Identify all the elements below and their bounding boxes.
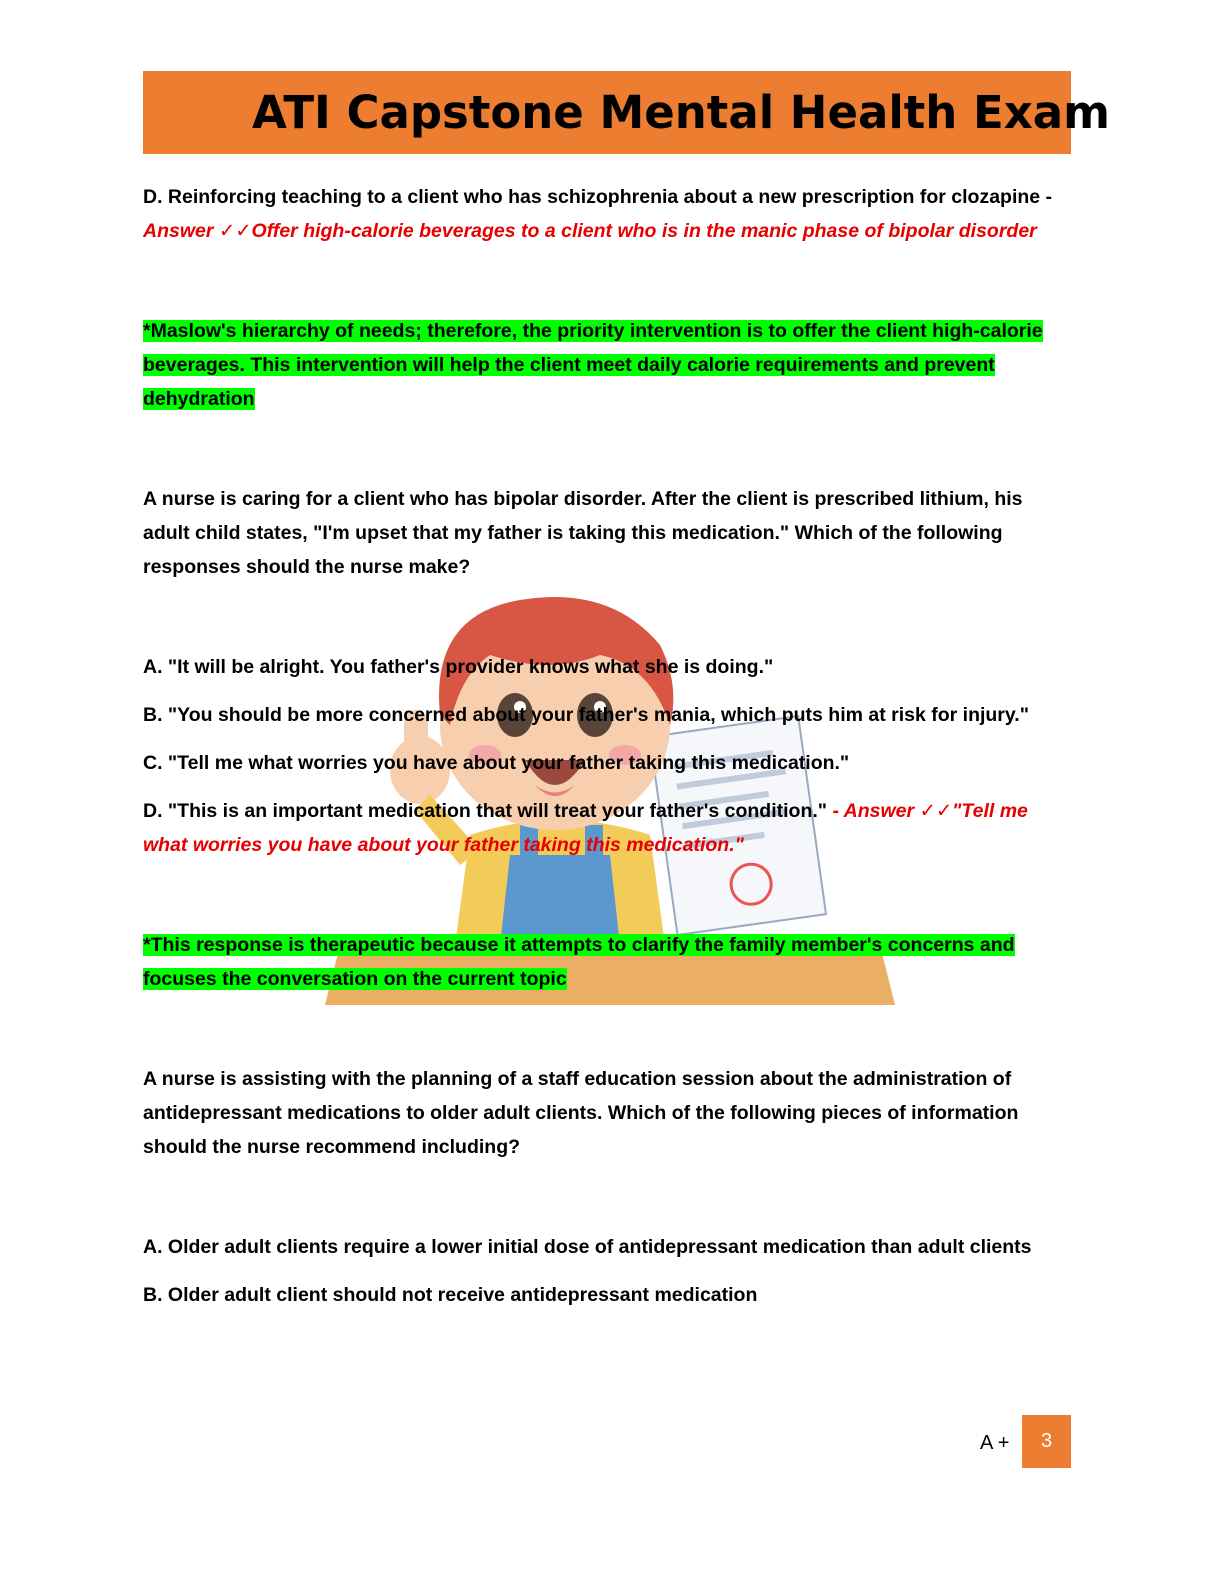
q2-option-a: A. "It will be alright. You father's provider knows what she is doing." <box>143 656 774 678</box>
q1-rationale-text: *Maslow's hierarchy of needs; therefore, the priority intervention is to offer the client high-calorie beverages. This intervention will help the client meet daily calorie requirements and prevent dehydration <box>143 320 1043 410</box>
q2-option-d-text: D. "This is an important medication that will treat your father's condition." <box>143 800 833 822</box>
q2-stem: A nurse is caring for a client who has bipolar disorder. After the client is prescribed lithium, his adult child states, "I'm upset that my father is taking this medication." Which of the following responses should the nurse make? <box>143 488 1023 578</box>
q2-rationale <box>143 928 1073 996</box>
page-number: 3 <box>1022 1415 1071 1468</box>
q3-option-a: A. Older adult clients require a lower initial dose of antidepressant medication than adult clients <box>143 1236 1032 1258</box>
q2-option-d <box>143 794 1073 862</box>
q1-answer: Answer ✓✓Offer high-calorie beverages to a client who is in the manic phase of bipolar disorder <box>143 220 1037 242</box>
q2-option-b: B. "You should be more concerned about your father's mania, which puts him at risk for injury." <box>143 704 1029 726</box>
q2-option-c: C. "Tell me what worries you have about your father taking this medication." <box>143 752 850 774</box>
footer-grade: A + <box>980 1432 1010 1454</box>
q3-stem: A nurse is assisting with the planning of a staff education session about the administration of antidepressant medications to older adult clients. Which of the following pieces of information should the nurse recommend including? <box>143 1068 1019 1158</box>
q3-option-b: B. Older adult client should not receive antidepressant medication <box>143 1284 758 1306</box>
document-body <box>143 180 1073 1312</box>
q1-rationale <box>143 314 1073 416</box>
q2-rationale-text: *This response is therapeutic because it attempts to clarify the family member's concerns and focuses the conversation on the current topic <box>143 934 1015 990</box>
q2-answer: - Answer ✓✓"Tell me what worries you have about your father taking this medication." <box>143 800 1028 856</box>
q1-option-d <box>143 180 1073 248</box>
q1-option-d-text: D. Reinforcing teaching to a client who has schizophrenia about a new prescription for clozapine - <box>143 186 1053 208</box>
page-title: ATI Capstone Mental Health Exam <box>252 86 1110 139</box>
